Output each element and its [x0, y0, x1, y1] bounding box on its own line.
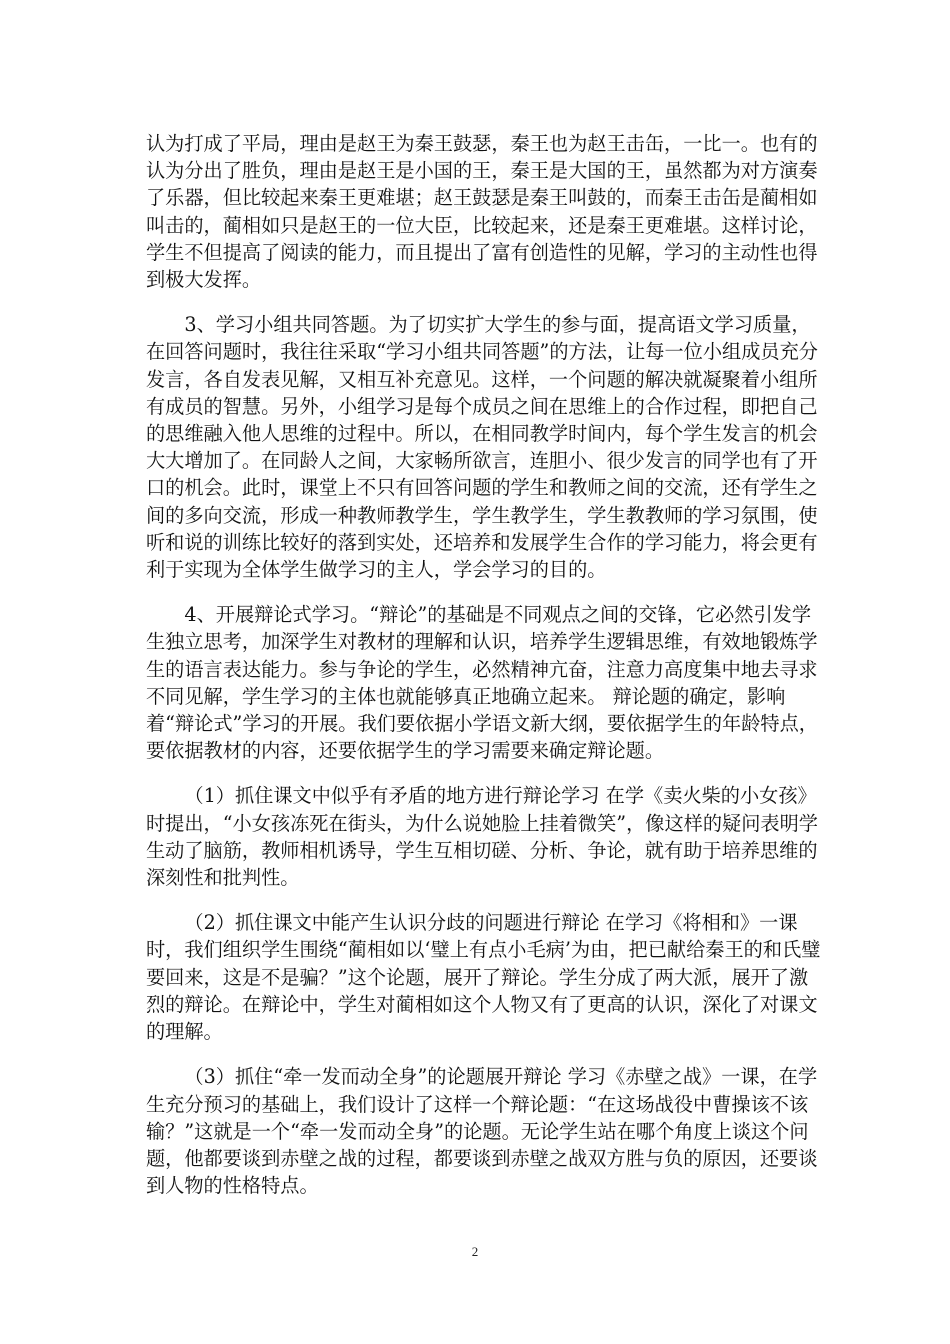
paragraph-debate-item-2: （2）抓住课文中能产生认识分歧的问题进行辩论 在学习《将相和》一课时，我们组织学生围绕“蔺相如以‘璧上有点小毛病’为由，把已献给秦王的和氏璧要回来，这是不是骗？”这个论题，展开了辩论。学生分成了两大派，展开了激烈的辩论。在辩论中，学生对蔺相如这个人物又有了更高的认识，深化了对课文的理解。: [146, 911, 821, 1044]
paragraph-debate-learning: 4、开展辩论式学习。“辩论”的基础是不同观点之间的交锋，它必然引发学生独立思考，加深学生对教材的理解和认识，培养学生逻辑思维，有效地锻炼学生的语言表达能力。参与争论的学生，必然精神亢奋，注意力高度集中地去寻求不同见解，学生学习的主体也就能够真正地确立起来。 辩论题的确定，影响着“辩论式”学习的开展。我们要依据小学语文新大纲，要依据学生的年龄特点，要依据教材的内容，还要依据学生的学习需要来确定辩论题。: [146, 603, 818, 763]
paragraph-group-answering: 3、学习小组共同答题。为了切实扩大学生的参与面，提高语文学习质量，在回答问题时，我往往采取“学习小组共同答题”的方法，让每一位小组成员充分发言，各自发表见解，又相互补充意见。这样，一个问题的解决就凝聚着小组所有成员的智慧。另外，小组学习是每个成员之间在思维上的合作过程，即把自己的思维融入他人思维的过程中。所以，在相同教学时间内，每个学生发言的机会大大增加了。在同龄人之间，大家畅所欲言，连胆小、很少发言的同学也有了开口的机会。此时，课堂上不只有回答问题的学生和教师之间的交流，还有学生之间的多向交流，形成一种教师教学生，学生教学生，学生教教师的学习氛围，使听和说的训练比较好的落到实处，还培养和发展学生合作的学习能力，将会更有利于实现为全体学生做学习的主人，学会学习的目的。: [146, 313, 818, 582]
page-number: 2: [471, 1244, 479, 1259]
paragraph-debate-item-1: （1）抓住课文中似乎有矛盾的地方进行辩论学习 在学《卖火柴的小女孩》时提出，“小女孩冻死在街头，为什么说她脸上挂着微笑”，像这样的疑问表明学生动了脑筋，教师相机诱导，学生互相切磋、分析、争论，就有助于培养思维的深刻性和批判性。: [146, 784, 818, 890]
document-body: [146, 130, 821, 1199]
paragraph-continuation: 认为打成了平局，理由是赵王为秦王鼓瑟，秦王也为赵王击缶，一比一。也有的认为分出了胜负，理由是赵王是小国的王，秦王是大国的王，虽然都为对方演奏了乐器，但比较起来秦王更难堪；赵王鼓瑟是秦王叫鼓的，而秦王击缶是蔺相如叫击的，蔺相如只是赵王的一位大臣，比较起来，还是秦王更难堪。这样讨论，学生不但提高了阅读的能力，而且提出了富有创造性的见解，学习的主动性也得到极大发挥。: [146, 132, 818, 292]
paragraph-debate-item-3: （3）抓住“牵一发而动全身”的论题展开辩论 学习《赤壁之战》一课，在学生充分预习的基础上，我们设计了这样一个辩论题：“在这场战役中曹操该不该输？”这就是一个“牵一发而动全身”的论题。无论学生站在哪个角度上谈这个问题，他都要谈到赤壁之战的过程，都要谈到赤壁之战双方胜与负的原因，还要谈到人物的性格特点。: [146, 1065, 818, 1198]
